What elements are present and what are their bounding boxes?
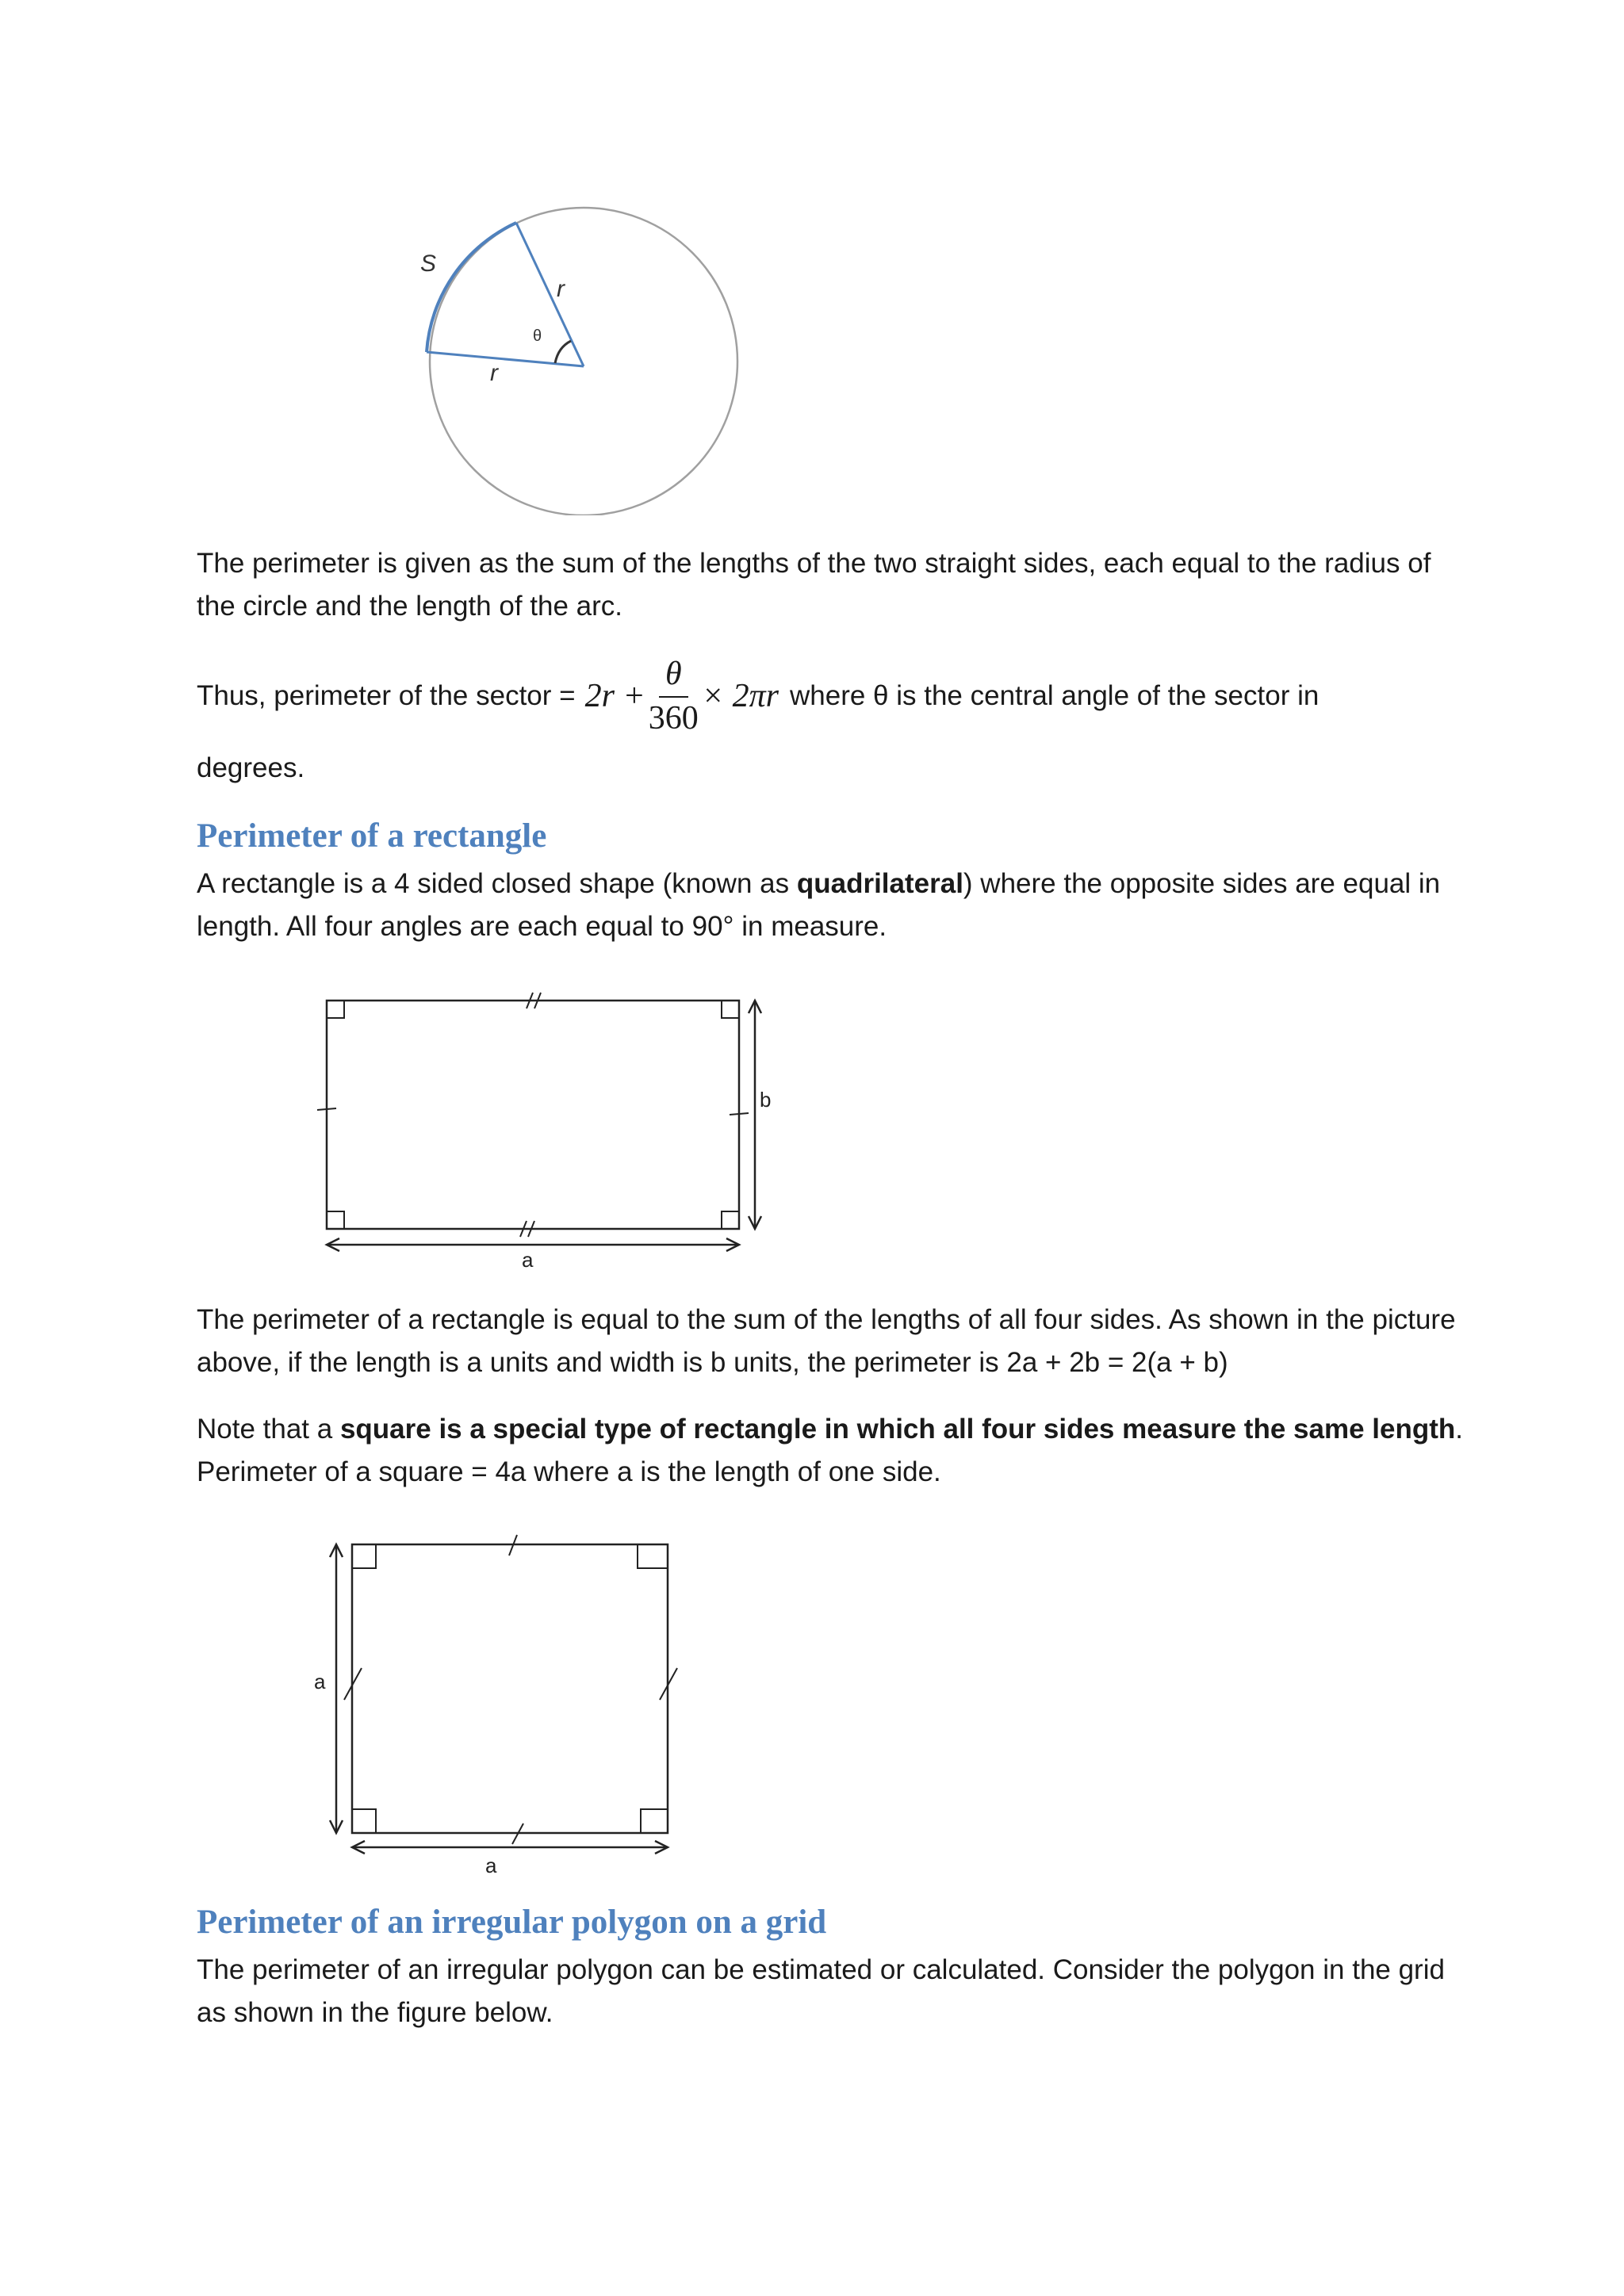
right-angle-bl (327, 1211, 344, 1229)
arc-label: S (420, 251, 437, 277)
sq-right-angle-tr (638, 1544, 668, 1568)
sq-right-angle-br (641, 1809, 668, 1833)
radius-label-bottom: r (490, 360, 498, 386)
formula-continuation: degrees. (197, 752, 305, 783)
tick-left (317, 1108, 336, 1110)
square-label-side: a (314, 1670, 326, 1693)
right-angle-tr (722, 1001, 739, 1018)
right-angle-br (722, 1211, 739, 1229)
square-label-bottom: a (485, 1854, 497, 1877)
formula-tail: × 2πr (701, 678, 779, 714)
angle-label: θ (533, 327, 542, 345)
rectangle-heading: Perimeter of a rectangle (197, 817, 547, 855)
square-formula: Perimeter of a square = 4a where a is the length of one side. (197, 1456, 941, 1487)
sq-arrow-bottom (352, 1841, 668, 1854)
formula-numerator: θ (659, 655, 688, 698)
square-diagram (309, 1530, 690, 1879)
sq-arrow-side (330, 1544, 343, 1833)
sector-radius-bottom (427, 352, 584, 366)
formula-fraction (649, 655, 699, 737)
tick-right (730, 1113, 749, 1115)
rectangle-intro (197, 863, 1465, 948)
formula-denominator: 360 (648, 700, 699, 737)
polygon-heading: Perimeter of an irregular polygon on a grid (197, 1904, 827, 1941)
angle-marker (555, 341, 571, 363)
sector-diagram (396, 198, 761, 515)
square-note (197, 1408, 1465, 1451)
square-note-bold: square is a special type of rectangle in which all four sides measure the same length (339, 1414, 1456, 1445)
radius-label-top: r (557, 276, 565, 302)
square-shape (352, 1544, 668, 1833)
arrow-b (749, 1001, 761, 1229)
circle-outline (430, 208, 737, 515)
sector-perimeter-explanation: The perimeter is given as the sum of the lengths of the two straight sides, each equal to the radius of the circle and the length of the arc. (197, 548, 1431, 622)
rectangle-perimeter-explanation: The perimeter of a rectangle is equal to the sum of the lengths of all four sides. As shown in the picture above, if the length is a units and width is b units, the perimeter is 2a + 2b = 2(a + b) (197, 1304, 1456, 1378)
polygon-intro: The perimeter of an irregular polygon can be estimated or calculated. Consider the polygon in the grid as shown in the figure below. (197, 1954, 1445, 2028)
rectangle-intro-after: ) where the opposite sides are equal in length. All four angles are each equal to 90° in measure. (197, 868, 1441, 942)
sector-radius-top (516, 223, 584, 366)
sector-arc (427, 223, 516, 352)
rectangle-intro-before: A rectangle is a 4 sided closed shape (known as (197, 868, 797, 899)
rectangle-label-b: b (760, 1088, 772, 1112)
sq-right-angle-bl (352, 1809, 376, 1833)
right-angle-tl (327, 1001, 344, 1018)
rectangle-label-a: a (522, 1248, 534, 1272)
rectangle-intro-bold: quadrilateral (796, 868, 963, 899)
formula-prefix: Thus, perimeter of the sector = (197, 680, 576, 711)
sector-formula-line (197, 649, 1319, 744)
square-note-before: Note that a (197, 1414, 340, 1445)
sq-right-angle-tl (352, 1544, 376, 1568)
rectangle-diagram (309, 983, 785, 1276)
formula-lead: 2r + (584, 678, 645, 714)
rectangle-shape (327, 1001, 739, 1229)
square-note-after: . (1455, 1414, 1463, 1445)
formula-suffix: where θ is the central angle of the sector in (790, 680, 1320, 711)
